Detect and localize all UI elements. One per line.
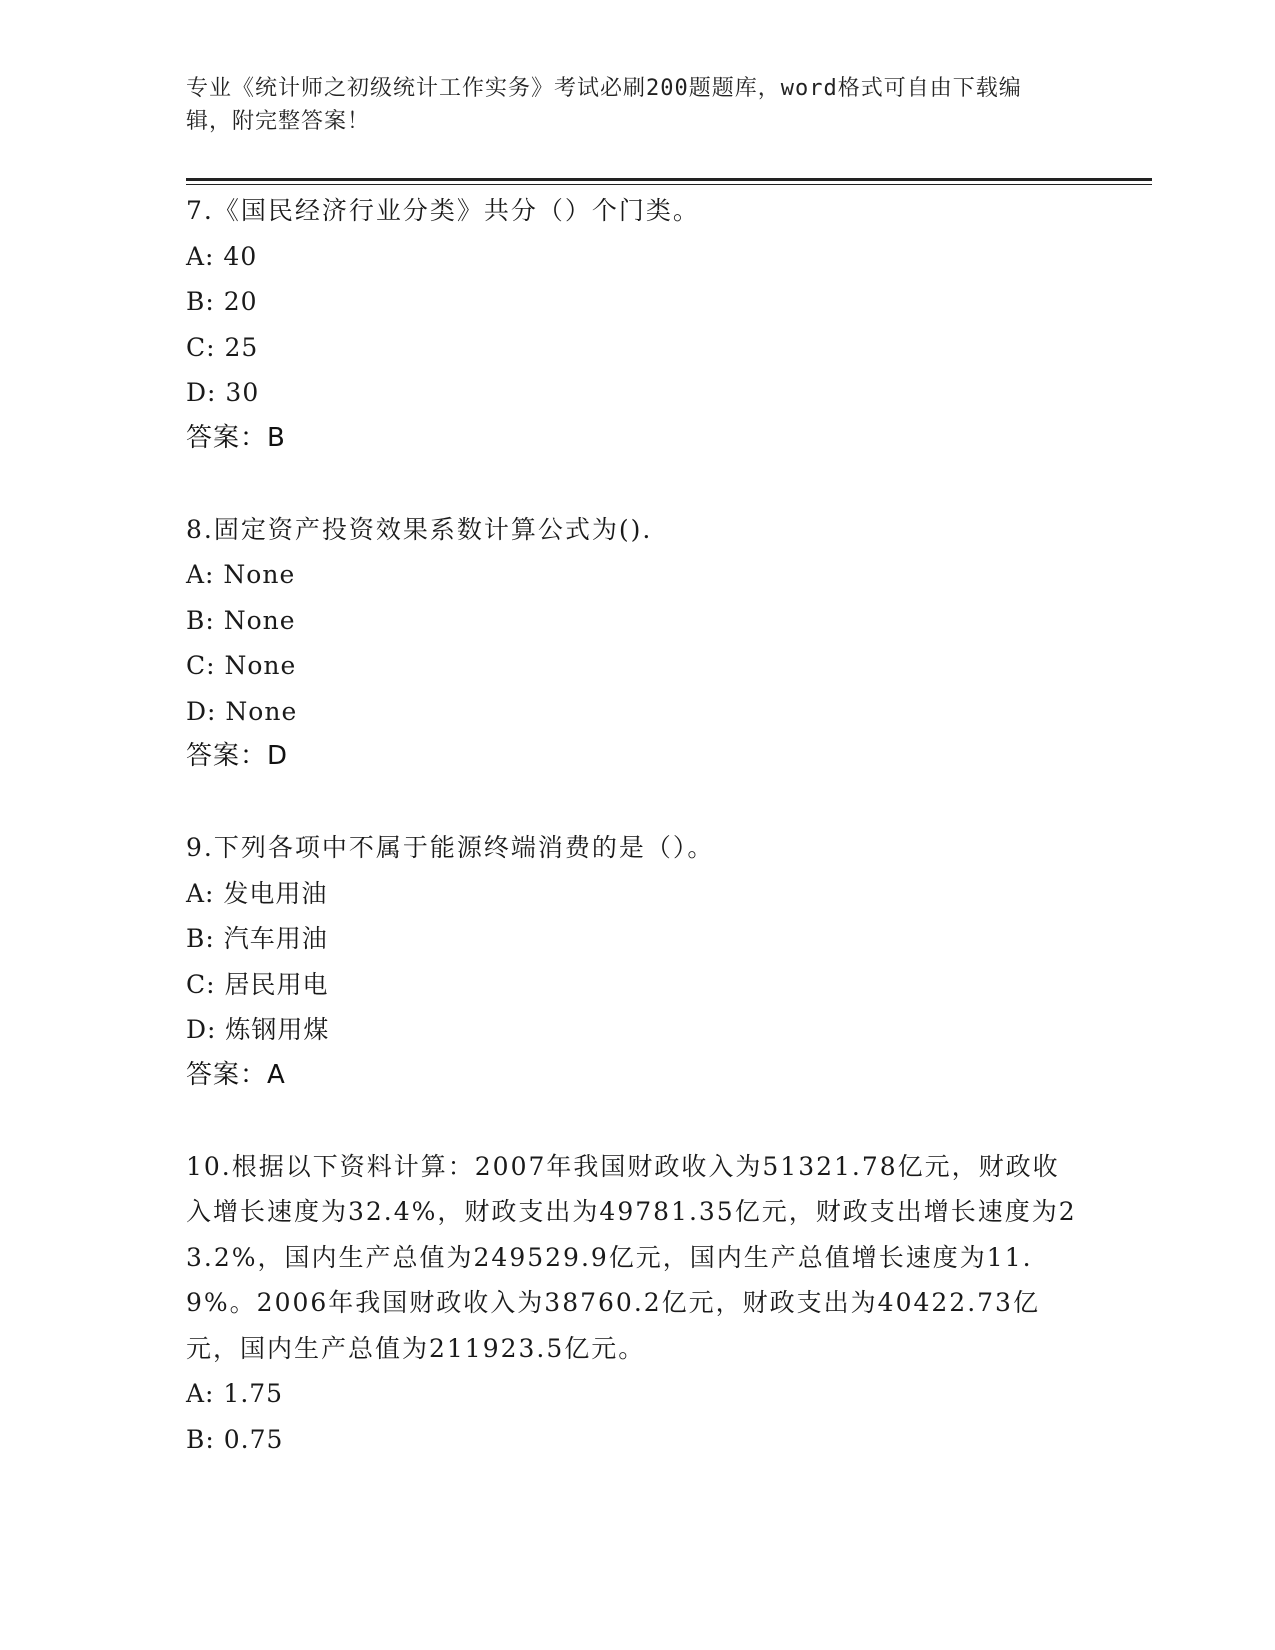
answer-label: 答案：A — [186, 1059, 286, 1090]
document-header: 专业《统计师之初级统计工作实务》考试必刷200题题库，word格式可自由下载编辑，附完整答案！ — [186, 76, 1022, 134]
question-stem: 10.根据以下资料计算：2007年我国财政收入为51321.78亿元，财政收入增长速度为32.4%，财政支出为49781.35亿元，财政支出增长速度为23.2%，国内生产总值为249529.9亿元，国内生产总值增长速度为11.9%。2006年我国财政收入为38760.2亿元，财政支出为40422.73亿元，国内生产总值为211923.5亿元。 — [186, 1151, 1077, 1363]
option-b: B: 20 — [186, 287, 258, 316]
answer-label: 答案：B — [186, 422, 286, 453]
option-d: D: 30 — [186, 378, 260, 407]
question-stem: 7.《国民经济行业分类》共分（）个门类。 — [186, 196, 700, 225]
option-c: C: 居民用电 — [186, 969, 329, 999]
option-d: D: None — [186, 696, 298, 726]
option-b: B: None — [186, 605, 296, 635]
question-9 — [186, 825, 1086, 1098]
question-7 — [186, 188, 1086, 461]
header-divider-thin — [186, 184, 1152, 185]
question-spacer — [186, 461, 1086, 507]
question-spacer — [186, 779, 1086, 825]
option-a: A: 发电用油 — [186, 878, 328, 908]
option-b: B: 汽车用油 — [186, 924, 328, 953]
question-spacer — [186, 1098, 1086, 1144]
question-list — [186, 188, 1086, 1462]
option-a: A: 40 — [186, 241, 258, 271]
header-divider-thick — [186, 178, 1152, 181]
option-d: D: 炼钢用煤 — [186, 1015, 330, 1044]
option-c: C: 25 — [186, 332, 259, 362]
question-10 — [186, 1144, 1086, 1463]
option-a: A: None — [186, 560, 296, 589]
answer-label: 答案：D — [186, 741, 289, 771]
option-b: B: 0.75 — [186, 1424, 284, 1454]
question-8 — [186, 507, 1086, 780]
question-stem: 9.下列各项中不属于能源终端消费的是（）。 — [186, 833, 715, 862]
option-a: A: 1.75 — [186, 1379, 284, 1408]
question-stem: 8.固定资产投资效果系数计算公式为(). — [186, 514, 653, 544]
option-c: C: None — [186, 651, 297, 680]
